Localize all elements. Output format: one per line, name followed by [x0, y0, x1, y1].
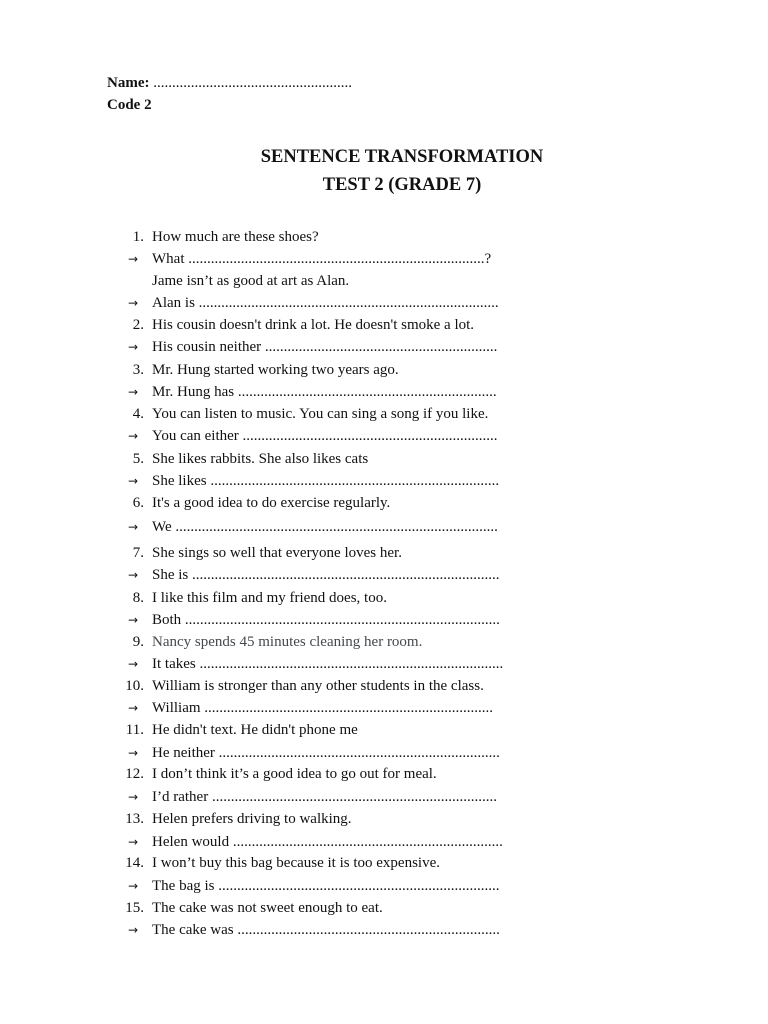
exercise-number: 10.: [125, 678, 144, 694]
exercise-number: 6.: [132, 495, 144, 511]
arrow-right-icon: →: [128, 657, 139, 671]
exercise-number: 14.: [125, 855, 144, 871]
arrow-right-icon: →: [128, 429, 139, 443]
exercise-number: 11.: [125, 722, 144, 738]
exercise-prompt: William is stronger than any other students in the class.: [152, 678, 484, 694]
exercise-number: 4.: [132, 406, 144, 422]
answer-blank[interactable]: She likes .............................................................................: [152, 473, 500, 489]
exercise-prompt: I won’t buy this bag because it is too expensive.: [152, 855, 441, 871]
arrow-right-icon: →: [128, 296, 139, 310]
exercise-prompt: It's a good idea to do exercise regularly.: [152, 495, 391, 511]
answer-blank[interactable]: Helen would ........................................................................: [152, 834, 503, 850]
arrow-right-icon: →: [128, 520, 139, 534]
exercise-prompt: You can listen to music. You can sing a song if you like.: [152, 406, 489, 422]
answer-blank[interactable]: She is ..................................................................................: [152, 567, 500, 583]
exercise-prompt: I don’t think it’s a good idea to go out for meal.: [152, 766, 437, 782]
answer-blank[interactable]: I’d rather ............................................................................: [152, 789, 497, 805]
arrow-right-icon: →: [128, 835, 139, 849]
arrow-right-icon: →: [128, 613, 139, 627]
exercise-number: 13.: [125, 811, 144, 827]
exercise-prompt: He didn't text. He didn't phone me: [152, 722, 358, 738]
arrow-right-icon: →: [128, 923, 139, 937]
exercise-prompt: His cousin doesn't drink a lot. He doesn't smoke a lot.: [152, 317, 475, 333]
answer-blank[interactable]: The cake was ......................................................................: [152, 922, 500, 938]
name-blank: .....................................................: [149, 75, 352, 91]
arrow-right-icon: →: [128, 746, 139, 760]
arrow-right-icon: →: [128, 252, 139, 266]
exercise-prompt: How much are these shoes?: [152, 229, 319, 245]
arrow-right-icon: →: [128, 568, 139, 582]
exercise-number: 12.: [125, 766, 144, 782]
arrow-right-icon: →: [128, 879, 139, 893]
exercise-number: 5.: [132, 451, 144, 467]
arrow-right-icon: →: [128, 385, 139, 399]
arrow-right-icon: →: [128, 340, 139, 354]
answer-blank[interactable]: Both ....................................................................................: [152, 612, 500, 628]
answer-blank[interactable]: His cousin neither ..............................................................: [152, 339, 498, 355]
arrow-right-icon: →: [128, 701, 139, 715]
exercise-number: 7.: [132, 545, 144, 561]
exercise-number: 8.: [132, 590, 144, 606]
exercise-number: 15.: [125, 900, 144, 916]
answer-blank[interactable]: The bag is ...........................................................................: [152, 878, 500, 894]
answer-blank[interactable]: Alan is ................................................................................: [152, 295, 499, 311]
exercise-number: 2.: [132, 317, 144, 333]
exercise-prompt: She likes rabbits. She also likes cats: [152, 451, 369, 467]
answer-blank[interactable]: He neither ...........................................................................: [152, 745, 500, 761]
answer-blank[interactable]: William .............................................................................: [152, 700, 494, 716]
answer-blank[interactable]: Mr. Hung has .....................................................................: [152, 384, 497, 400]
answer-blank[interactable]: It takes .................................................................................: [152, 656, 504, 672]
exercise-prompt: Mr. Hung started working two years ago.: [152, 362, 399, 378]
exercise-prompt: I like this film and my friend does, too.: [152, 590, 387, 606]
name-field-line: [107, 74, 352, 93]
exercise-prompt: Jame isn’t as good at art as Alan.: [152, 273, 350, 289]
answer-blank[interactable]: You can either ....................................................................: [152, 428, 498, 444]
name-label: Name:: [107, 75, 150, 91]
exercise-number: 1.: [132, 229, 144, 245]
exercise-number: 3.: [132, 362, 144, 378]
answer-blank[interactable]: We ......................................................................................: [152, 519, 498, 535]
arrow-right-icon: →: [128, 474, 139, 488]
answer-blank[interactable]: What ...............................................................................?: [152, 251, 492, 267]
exercise-prompt: The cake was not sweet enough to eat.: [152, 900, 383, 916]
arrow-right-icon: →: [128, 790, 139, 804]
exercise-number: 9.: [132, 634, 144, 650]
worksheet-title: SENTENCE TRANSFORMATION: [260, 147, 544, 167]
worksheet-subtitle: TEST 2 (GRADE 7): [322, 175, 482, 195]
exercise-prompt: Helen prefers driving to walking.: [152, 811, 352, 827]
exercise-prompt: Nancy spends 45 minutes cleaning her room.: [152, 634, 423, 650]
test-code: Code 2: [107, 97, 152, 113]
exercise-prompt: She sings so well that everyone loves her.: [152, 545, 402, 561]
